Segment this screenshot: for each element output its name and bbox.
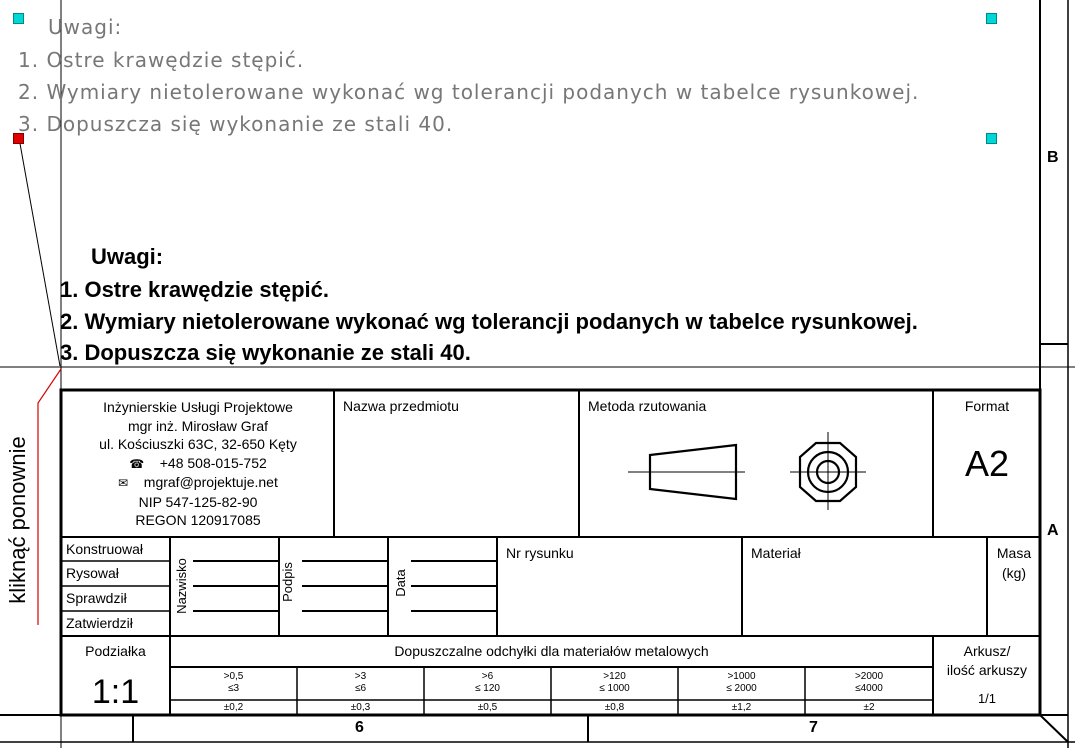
notes-title[interactable]: Uwagi: — [91, 244, 164, 269]
notes-line[interactable]: 1. Ostre krawędzie stępić. — [60, 277, 330, 302]
tolerance-value: ±0,2 — [223, 702, 244, 713]
tolerance-value: ±0,3 — [350, 702, 371, 713]
role-rysowal: Rysował — [66, 565, 119, 581]
company-phone: +48 508-015-752 — [159, 454, 267, 471]
tolerance-range: >120 ≤ 1000 — [599, 671, 630, 694]
company-phone-row — [63, 454, 333, 474]
zone-marker-7: 7 — [809, 719, 818, 736]
company-person: mgr inż. Mirosław Graf — [127, 417, 269, 434]
tolerance-range: >1000 ≤ 2000 — [726, 671, 757, 694]
grip-handle[interactable] — [986, 133, 997, 144]
projection-symbol — [628, 432, 866, 510]
masa-label: Masa — [996, 545, 1032, 561]
zone-marker-6: 6 — [355, 719, 364, 736]
email-icon: ✉ — [118, 476, 129, 490]
podzialka-label: Podziałka — [85, 643, 146, 659]
tolerance-range: >3 ≤6 — [354, 671, 367, 694]
notes-line[interactable]: 3. Dopuszcza się wykonanie ze stali 40. — [60, 340, 471, 365]
phone-icon: ☎ — [129, 456, 145, 471]
preview-notes-line: 3. Dopuszcza się wykonanie ze stali 40. — [18, 112, 454, 136]
zone-marker-a: A — [1047, 522, 1059, 539]
tolerance-value: ±1,2 — [731, 702, 752, 713]
notes-line[interactable]: 2. Wymiary nietolerowane wykonać wg tolerancji podanych w tabelce rysunkowej. — [60, 309, 918, 334]
preview-notes-line: 2. Wymiary nietolerowane wykonać wg tolerancji podanych w tabelce rysunkowej. — [18, 80, 920, 104]
arkusz-value: 1/1 — [977, 691, 997, 706]
tolerance-value: ±0,5 — [477, 702, 498, 713]
nazwa-przedmiotu-label: Nazwa przedmiotu — [343, 398, 459, 414]
role-zatwierdzil: Zatwierdził — [66, 615, 133, 631]
role-konstruowal: Konstruował — [66, 541, 144, 557]
zone-marker-b: B — [1047, 149, 1059, 166]
grip-handle[interactable] — [13, 13, 24, 24]
preview-notes-line: 1. Ostre krawędzie stępić. — [18, 48, 305, 72]
podpis-label: Podpis — [280, 562, 295, 602]
company-nip: NIP 547-125-82-90 — [138, 493, 258, 510]
company-name: Inżynierskie Usługi Projektowe — [103, 399, 293, 415]
company-address: ul. Kościuszki 63C, 32-650 Kęty — [99, 436, 297, 452]
arkusz-label: Arkusz/ — [963, 643, 1011, 659]
tolerance-title: Dopuszczalne odchyłki dla materiałów metalowych — [394, 643, 709, 659]
ilosc-arkuszy-label: ilość arkuszy — [946, 662, 1028, 678]
tolerance-range: >0,5 ≤3 — [223, 671, 244, 694]
format-value: A2 — [964, 443, 1010, 484]
tolerance-value: ±2 — [863, 702, 875, 713]
grip-handle[interactable] — [986, 13, 997, 24]
masa-unit: (kg) — [1001, 565, 1027, 581]
company-email-row — [63, 473, 333, 493]
tolerance-value: ±0,8 — [604, 702, 625, 713]
tolerance-range: >2000 ≤4000 — [854, 671, 884, 694]
nazwisko-label: Nazwisko — [174, 558, 189, 614]
metoda-rzutowania-label: Metoda rzutowania — [588, 398, 707, 414]
command-prompt-hint: kliknąć ponownie — [5, 436, 30, 604]
role-sprawdzil: Sprawdził — [66, 590, 127, 606]
tolerance-range: >6 ≤ 120 — [475, 671, 500, 694]
data-label: Data — [393, 569, 408, 597]
preview-notes-title: Uwagi: — [48, 15, 123, 39]
nr-rysunku-label: Nr rysunku — [506, 545, 574, 561]
material-label: Materiał — [751, 545, 801, 561]
format-label: Format — [964, 398, 1010, 414]
company-info — [63, 398, 333, 530]
company-regon: REGON 120917085 — [135, 512, 261, 528]
company-email: mgraf@projektuje.net — [143, 474, 278, 490]
podzialka-value: 1:1 — [91, 673, 140, 711]
